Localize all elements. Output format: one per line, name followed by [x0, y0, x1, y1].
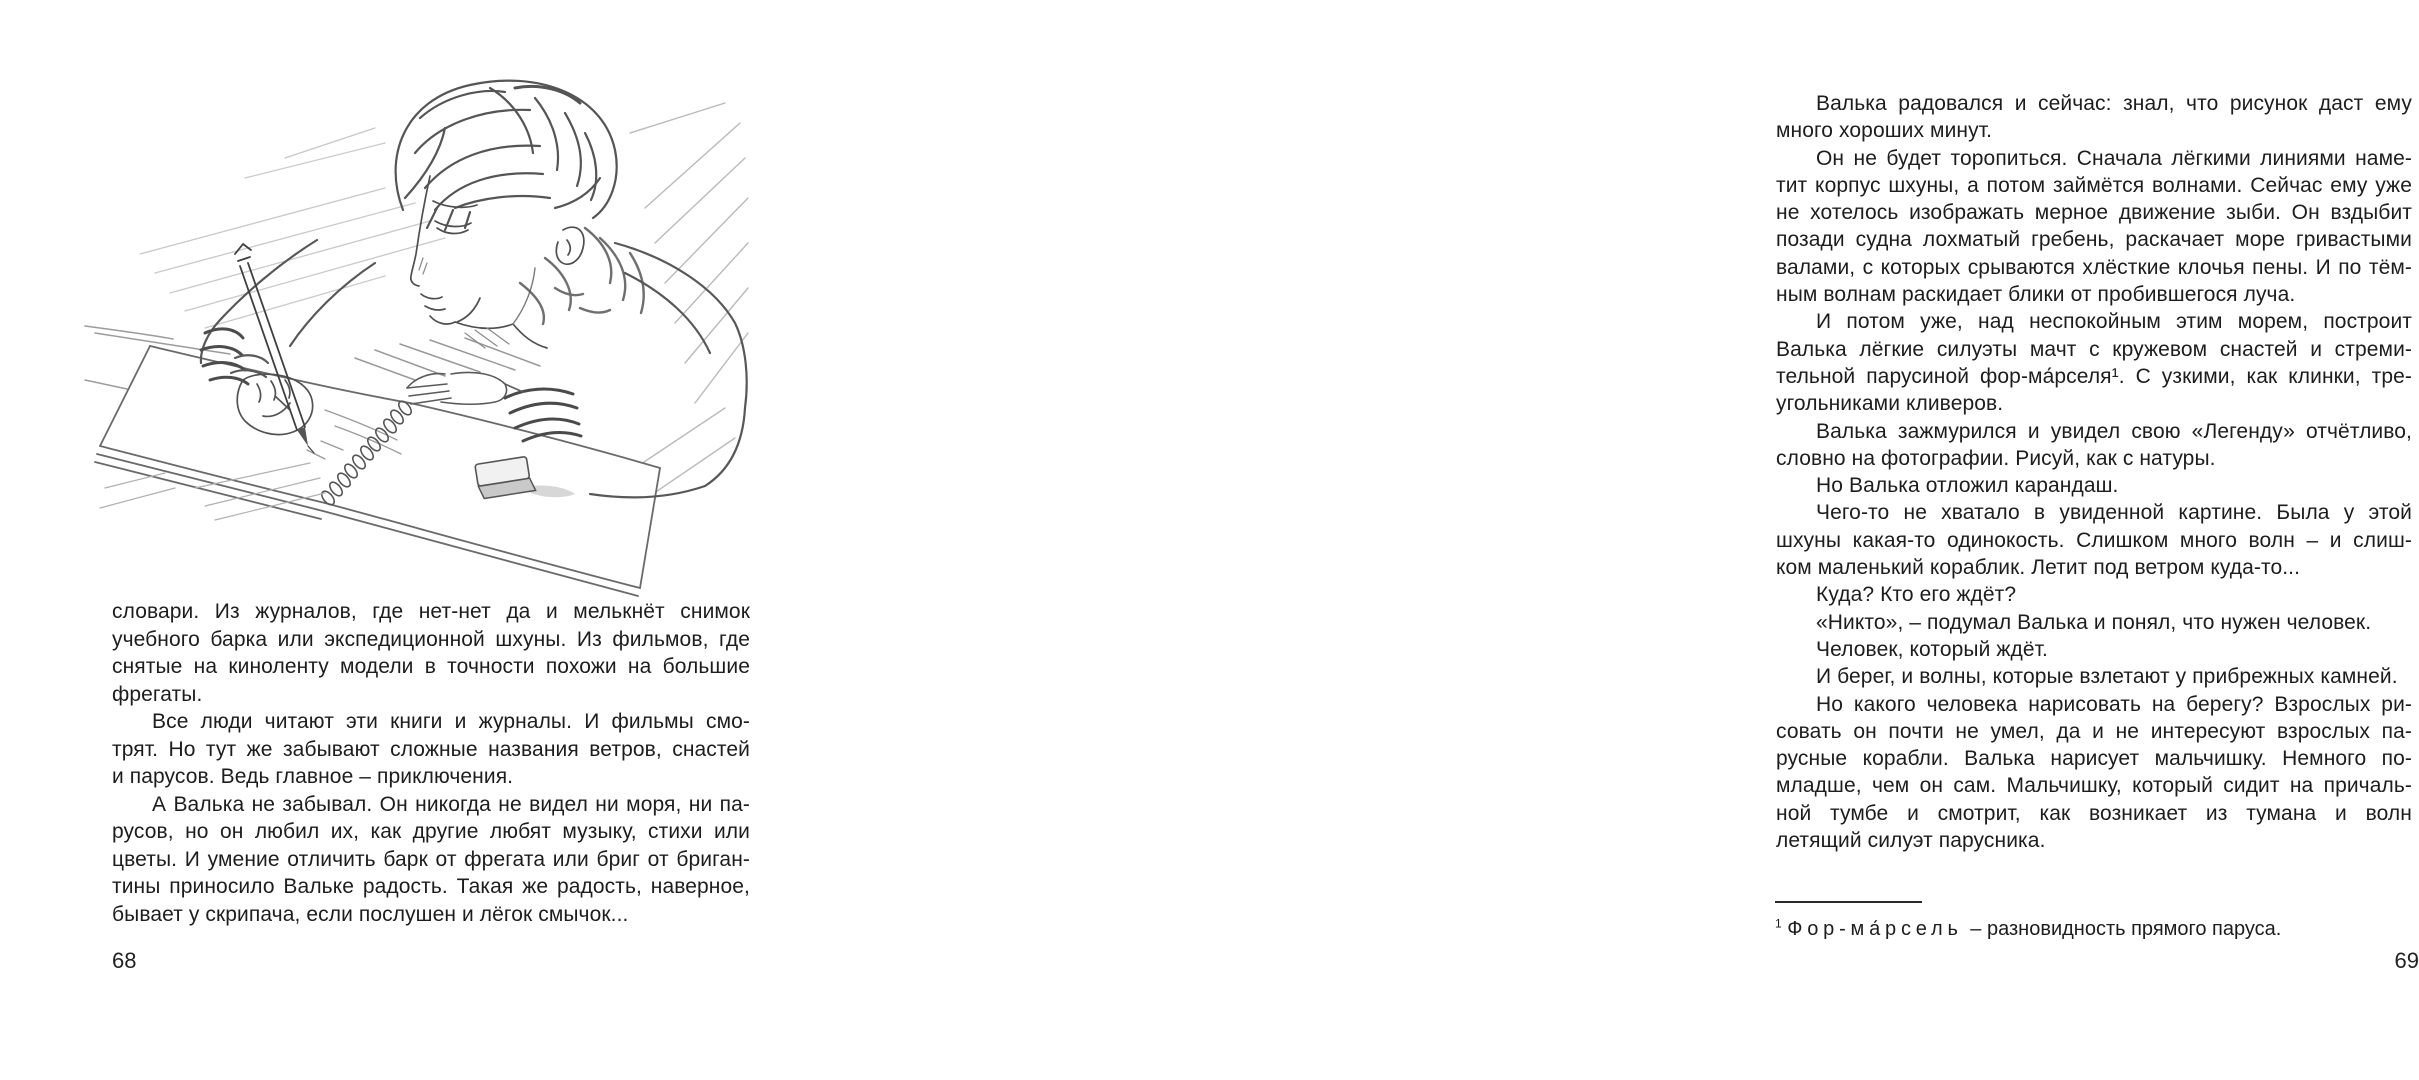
- paragraph: [1776, 663, 2412, 690]
- boy-hair: [396, 81, 617, 230]
- footnote-rule: [1775, 901, 1922, 903]
- right-page-text: [1776, 90, 2412, 854]
- paragraph: [1776, 472, 2412, 499]
- footnote-marker: 1: [1775, 916, 1782, 931]
- text-line: словно на фотографии. Рисуй, как с натуры.: [1776, 446, 2216, 470]
- text-line: совать он почти не умел, да и не интересуют взрослых па-: [1776, 719, 2412, 743]
- text-line: Человек, который ждёт.: [1816, 637, 2048, 661]
- text-line: Куда? Кто его ждёт?: [1816, 583, 2017, 607]
- paragraph: [1776, 581, 2412, 608]
- page-right: [844, 0, 2419, 1080]
- text-line: фрегаты.: [112, 682, 203, 706]
- text-line: И потом уже, над неспокойным этим морем, построит: [1816, 310, 2412, 334]
- page-left: [0, 0, 844, 1080]
- text-line: угольниками кливеров.: [1776, 392, 2004, 416]
- text-line: ком маленький кораблик. Летит под ветром куда-то...: [1776, 556, 2301, 580]
- text-line: учебного барка или экспедиционной шхуны. Из фильмов, где: [112, 627, 750, 651]
- text-line: много хороших минут.: [1776, 119, 1993, 143]
- text-line: не хотелось изображать мерное движение зыби. Он вздыбит: [1776, 201, 2412, 225]
- text-line: Валька радовался и сейчас: знал, что рисунок даст ему: [1816, 92, 2412, 115]
- text-line: Но какого человека нарисовать на берегу? Взрослых ри-: [1816, 692, 2412, 716]
- paragraph: [1776, 609, 2412, 636]
- boy-drawing-illustration: [85, 58, 750, 618]
- text-line: тины приносило Вальке радость. Такая же радость, наверное,: [112, 875, 750, 898]
- text-line: Но Валька отложил карандаш.: [1816, 474, 2119, 498]
- text-line: и парусов. Ведь главное – приключения.: [112, 765, 514, 788]
- text-line: младше, чем он сам. Мальчишку, который сидит на причаль-: [1776, 774, 2412, 798]
- text-line: снятые на киноленту модели в точности похожи на большие: [112, 655, 750, 678]
- background-hatching-left: [140, 128, 445, 328]
- text-line: Все люди читают эти книги и журналы. И фильмы смо-: [152, 710, 750, 733]
- paragraph: [1776, 90, 2412, 145]
- paragraph: [1776, 418, 2412, 473]
- paragraph: [1776, 145, 2412, 309]
- paragraph: [1776, 636, 2412, 663]
- text-line: «Никто», – подумал Валька и понял, что нужен человек.: [1816, 610, 2372, 634]
- paragraph: [112, 791, 750, 929]
- text-line: Валька лёгкие силуэты мачт с кружевом снастей и стреми-: [1776, 337, 2412, 361]
- text-line: шхуны какая-то одинокость. Слишком много волн – и слиш-: [1776, 528, 2412, 552]
- footnote-text: – разновидность прямого паруса.: [1970, 918, 2282, 940]
- boy-ear: [556, 227, 584, 264]
- text-line: летящий силуэт парусника.: [1776, 829, 2046, 853]
- text-line: трят. Но тут же забывают сложные названия ветров, снастей: [112, 737, 750, 761]
- paragraph: [112, 708, 750, 791]
- page-number-left: 68: [112, 948, 137, 973]
- paragraph: [1776, 308, 2412, 417]
- paragraph: [1776, 691, 2412, 855]
- jacket-body: [355, 338, 540, 380]
- text-line: Чего-то не хватало в увиденной картине. Была у этой: [1816, 501, 2412, 525]
- text-line: позади судна лохматый гребень, раскачает море гривастыми: [1776, 228, 2412, 252]
- closed-eye: [437, 228, 468, 234]
- jacket-collar: [520, 228, 644, 324]
- text-line: бывает у скрипача, если послушен и лёгок смычок...: [112, 902, 629, 926]
- text-line: Он не будет торопиться. Сначала лёгкими линиями наме-: [1816, 146, 2412, 170]
- paragraph: [1776, 499, 2412, 581]
- resting-hand: [407, 372, 523, 404]
- page-number-right: 69: [2394, 948, 2419, 973]
- text-line: Валька зажмурился и увидел свою «Легенду» отчётливо,: [1816, 419, 2412, 443]
- text-line: русные корабли. Валька нарисует мальчишку. Немного по-: [1776, 747, 2412, 771]
- left-arm: [201, 240, 375, 384]
- text-line: ной тумбе и смотрит, как возникает из тумана и волн: [1776, 801, 2412, 825]
- paragraph: [112, 598, 750, 708]
- footnote: [1775, 916, 2415, 942]
- text-line: тельной парусиной фор-ма́рселя¹. С узкими, как клинки, тре-: [1776, 364, 2412, 388]
- text-line: ным волнам раскидает блики от пробившегося луча.: [1776, 283, 2296, 307]
- text-line: А Валька не забывал. Он никогда не видел ни моря, ни па-: [152, 792, 750, 816]
- text-line: И берег, и волны, которые взлетают у прибрежных камней.: [1816, 665, 2398, 689]
- left-page-text: [112, 598, 750, 928]
- text-line: цветы. И умение отличить барк от фрегата или бриг от бриган-: [112, 847, 750, 871]
- text-line: словари. Из журналов, где нет-нет да и мелькнёт снимок: [112, 600, 750, 623]
- spiral-notebook: [95, 346, 660, 596]
- text-line: тит корпус шхуны, а потом займётся волнами. Сейчас ему уже: [1776, 173, 2412, 197]
- text-line: русов, но он любил их, как другие любят музыку, стихи или: [112, 820, 750, 843]
- text-line: валами, с которых срываются хлёсткие клочья пены. И по тём-: [1776, 255, 2412, 279]
- footnote-term: Фор-ма́рсель: [1787, 918, 1963, 940]
